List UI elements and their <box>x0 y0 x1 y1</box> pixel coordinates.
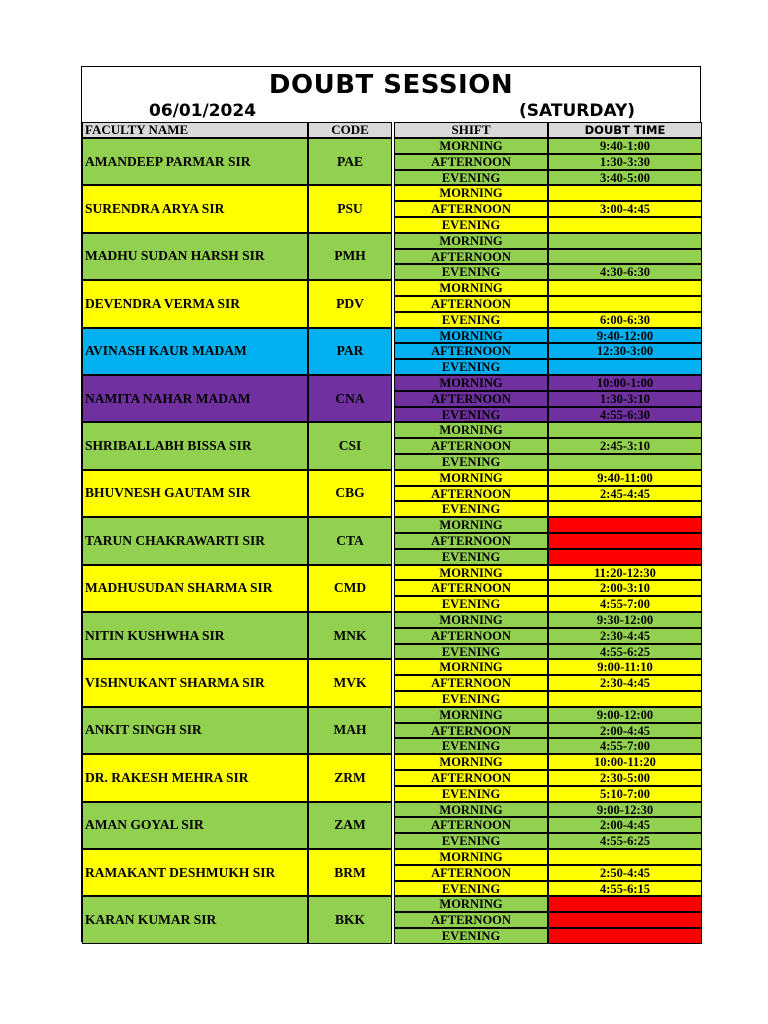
doubt-time-cell: 5:10-7:00 <box>548 786 702 802</box>
doubt-time-column <box>548 849 702 896</box>
shift-cell: AFTERNOON <box>394 296 548 312</box>
faculty-name: RAMAKANT DESHMUKH SIR <box>82 849 308 896</box>
faculty-name: ANKIT SINGH SIR <box>82 707 308 754</box>
faculty-code: CTA <box>308 517 392 564</box>
doubt-time-cell: 10:00-11:20 <box>548 754 702 770</box>
shift-column <box>394 802 548 849</box>
shift-cell: EVENING <box>394 928 548 944</box>
shift-cell: MORNING <box>394 138 548 154</box>
doubt-time-cell <box>548 501 702 517</box>
faculty-name: DR. RAKESH MEHRA SIR <box>82 754 308 801</box>
doubt-time-cell: 9:00-11:10 <box>548 659 702 675</box>
doubt-time-cell: 2:30-5:00 <box>548 770 702 786</box>
shift-cell: EVENING <box>394 217 548 233</box>
table-row <box>82 422 702 469</box>
shift-cell: AFTERNOON <box>394 675 548 691</box>
shift-cell: MORNING <box>394 565 548 581</box>
shift-column <box>394 470 548 517</box>
doubt-time-column <box>548 422 702 469</box>
doubt-time-cell: 9:00-12:00 <box>548 707 702 723</box>
shift-cell: MORNING <box>394 517 548 533</box>
doubt-time-column <box>548 802 702 849</box>
doubt-time-cell: 6:00-6:30 <box>548 312 702 328</box>
doubt-time-cell: 9:00-12:30 <box>548 802 702 818</box>
doubt-time-cell <box>548 533 702 549</box>
shift-cell: EVENING <box>394 738 548 754</box>
shift-cell: AFTERNOON <box>394 201 548 217</box>
doubt-time-column <box>548 470 702 517</box>
faculty-code: BKK <box>308 896 392 943</box>
doubt-time-cell: 9:40-11:00 <box>548 470 702 486</box>
faculty-code: CSI <box>308 422 392 469</box>
shift-cell: AFTERNOON <box>394 391 548 407</box>
doubt-time-cell <box>548 422 702 438</box>
faculty-code: MVK <box>308 659 392 706</box>
shift-cell: EVENING <box>394 691 548 707</box>
faculty-code: BRM <box>308 849 392 896</box>
shift-cell: MORNING <box>394 328 548 344</box>
shift-cell: AFTERNOON <box>394 249 548 265</box>
faculty-name: KARAN KUMAR SIR <box>82 896 308 943</box>
header-doubt-time: DOUBT TIME <box>548 122 702 138</box>
doubt-time-column <box>548 375 702 422</box>
faculty-name: MADHUSUDAN SHARMA SIR <box>82 565 308 612</box>
table-row <box>82 233 702 280</box>
doubt-time-column <box>548 233 702 280</box>
shift-column <box>394 707 548 754</box>
shift-column <box>394 328 548 375</box>
shift-cell: MORNING <box>394 185 548 201</box>
doubt-time-cell: 2:45-3:10 <box>548 438 702 454</box>
faculty-code: PAR <box>308 328 392 375</box>
doubt-time-cell: 4:30-6:30 <box>548 264 702 280</box>
shift-column <box>394 138 548 185</box>
doubt-time-column <box>548 896 702 943</box>
faculty-name: DEVENDRA VERMA SIR <box>82 280 308 327</box>
faculty-name: MADHU SUDAN HARSH SIR <box>82 233 308 280</box>
table-row <box>82 612 702 659</box>
shift-cell: EVENING <box>394 786 548 802</box>
shift-cell: EVENING <box>394 549 548 565</box>
faculty-code: ZRM <box>308 754 392 801</box>
table-row <box>82 849 702 896</box>
table-row <box>82 517 702 564</box>
shift-column <box>394 422 548 469</box>
header-code: CODE <box>308 122 392 138</box>
shift-cell: AFTERNOON <box>394 486 548 502</box>
doubt-time-cell <box>548 549 702 565</box>
doubt-time-cell: 4:55-6:25 <box>548 833 702 849</box>
faculty-code: CBG <box>308 470 392 517</box>
faculty-name: NAMITA NAHAR MADAM <box>82 375 308 422</box>
faculty-name: NITIN KUSHWHA SIR <box>82 612 308 659</box>
shift-cell: EVENING <box>394 170 548 186</box>
doubt-time-cell: 10:00-1:00 <box>548 375 702 391</box>
doubt-time-cell: 4:55-7:00 <box>548 738 702 754</box>
shift-cell: AFTERNOON <box>394 438 548 454</box>
doubt-time-column <box>548 565 702 612</box>
doubt-time-cell: 3:40-5:00 <box>548 170 702 186</box>
shift-cell: MORNING <box>394 849 548 865</box>
shift-cell: EVENING <box>394 264 548 280</box>
header-shift: SHIFT <box>394 122 548 138</box>
shift-column <box>394 185 548 232</box>
doubt-time-column <box>548 659 702 706</box>
shift-cell: MORNING <box>394 802 548 818</box>
doubt-time-cell: 2:00-4:45 <box>548 817 702 833</box>
shift-cell: MORNING <box>394 612 548 628</box>
shift-cell: MORNING <box>394 707 548 723</box>
shift-cell: AFTERNOON <box>394 723 548 739</box>
doubt-time-cell <box>548 912 702 928</box>
faculty-code: PSU <box>308 185 392 232</box>
shift-cell: AFTERNOON <box>394 580 548 596</box>
shift-column <box>394 659 548 706</box>
doubt-time-cell: 4:55-6:25 <box>548 644 702 660</box>
faculty-name: AVINASH KAUR MADAM <box>82 328 308 375</box>
doubt-time-cell <box>548 454 702 470</box>
table-row <box>82 659 702 706</box>
doubt-time-cell <box>548 928 702 944</box>
doubt-time-cell <box>548 296 702 312</box>
session-date: 06/01/2024 <box>149 101 257 121</box>
shift-column <box>394 849 548 896</box>
shift-cell: EVENING <box>394 833 548 849</box>
shift-cell: MORNING <box>394 375 548 391</box>
shift-column <box>394 375 548 422</box>
shift-column <box>394 280 548 327</box>
doubt-time-cell <box>548 517 702 533</box>
table-row <box>82 138 702 185</box>
doubt-time-column <box>548 280 702 327</box>
shift-cell: MORNING <box>394 896 548 912</box>
doubt-time-column <box>548 754 702 801</box>
doubt-time-cell <box>548 359 702 375</box>
table-row <box>82 896 702 943</box>
shift-cell: EVENING <box>394 407 548 423</box>
table-row <box>82 565 702 612</box>
doubt-time-cell <box>548 849 702 865</box>
shift-cell: MORNING <box>394 754 548 770</box>
shift-column <box>394 233 548 280</box>
doubt-session-sheet <box>81 66 701 942</box>
shift-cell: EVENING <box>394 454 548 470</box>
faculty-name: VISHNUKANT SHARMA SIR <box>82 659 308 706</box>
doubt-time-cell <box>548 217 702 233</box>
doubt-time-cell: 4:55-7:00 <box>548 596 702 612</box>
doubt-time-cell: 2:00-3:10 <box>548 580 702 596</box>
faculty-name: SHRIBALLABH BISSA SIR <box>82 422 308 469</box>
shift-cell: AFTERNOON <box>394 770 548 786</box>
faculty-code: ZAM <box>308 802 392 849</box>
doubt-time-cell <box>548 185 702 201</box>
faculty-code: PMH <box>308 233 392 280</box>
table-row <box>82 375 702 422</box>
doubt-time-cell: 4:55-6:15 <box>548 881 702 897</box>
shift-cell: EVENING <box>394 312 548 328</box>
shift-cell: MORNING <box>394 470 548 486</box>
table-row <box>82 802 702 849</box>
shift-cell: MORNING <box>394 233 548 249</box>
doubt-time-column <box>548 328 702 375</box>
faculty-code: PAE <box>308 138 392 185</box>
table-row <box>82 328 702 375</box>
doubt-time-column <box>548 612 702 659</box>
faculty-name: AMAN GOYAL SIR <box>82 802 308 849</box>
page-title: DOUBT SESSION <box>268 70 514 100</box>
doubt-time-cell: 12:30-3:00 <box>548 343 702 359</box>
doubt-time-cell: 2:45-4:45 <box>548 486 702 502</box>
doubt-time-column <box>548 517 702 564</box>
shift-cell: EVENING <box>394 881 548 897</box>
shift-cell: AFTERNOON <box>394 912 548 928</box>
doubt-time-column <box>548 185 702 232</box>
shift-cell: AFTERNOON <box>394 533 548 549</box>
faculty-code: PDV <box>308 280 392 327</box>
table-row <box>82 470 702 517</box>
shift-cell: AFTERNOON <box>394 865 548 881</box>
doubt-time-cell: 2:30-4:45 <box>548 628 702 644</box>
session-day: (SATURDAY) <box>519 101 636 121</box>
shift-cell: EVENING <box>394 596 548 612</box>
shift-column <box>394 565 548 612</box>
doubt-time-cell: 3:00-4:45 <box>548 201 702 217</box>
shift-cell: EVENING <box>394 501 548 517</box>
doubt-time-cell: 9:30-12:00 <box>548 612 702 628</box>
table-row <box>82 280 702 327</box>
doubt-time-cell: 11:20-12:30 <box>548 565 702 581</box>
shift-cell: MORNING <box>394 659 548 675</box>
doubt-time-cell: 9:40-12:00 <box>548 328 702 344</box>
doubt-time-column <box>548 707 702 754</box>
faculty-code: MAH <box>308 707 392 754</box>
shift-column <box>394 517 548 564</box>
table-row <box>82 707 702 754</box>
faculty-name: TARUN CHAKRAWARTI SIR <box>82 517 308 564</box>
table-row <box>82 185 702 232</box>
doubt-time-cell: 9:40-1:00 <box>548 138 702 154</box>
shift-cell: AFTERNOON <box>394 343 548 359</box>
shift-cell: MORNING <box>394 280 548 296</box>
doubt-time-cell <box>548 280 702 296</box>
doubt-time-cell: 1:30-3:10 <box>548 391 702 407</box>
shift-column <box>394 896 548 943</box>
shift-cell: MORNING <box>394 422 548 438</box>
faculty-code: CNA <box>308 375 392 422</box>
header-faculty-name: FACULTY NAME <box>82 122 308 138</box>
doubt-time-cell: 2:30-4:45 <box>548 675 702 691</box>
doubt-time-cell: 2:50-4:45 <box>548 865 702 881</box>
doubt-time-column <box>548 138 702 185</box>
faculty-code: CMD <box>308 565 392 612</box>
faculty-name: AMANDEEP PARMAR SIR <box>82 138 308 185</box>
shift-cell: AFTERNOON <box>394 154 548 170</box>
faculty-code: MNK <box>308 612 392 659</box>
table-row <box>82 754 702 801</box>
doubt-time-cell <box>548 249 702 265</box>
doubt-time-cell: 4:55-6:30 <box>548 407 702 423</box>
doubt-time-cell: 1:30-3:30 <box>548 154 702 170</box>
shift-cell: AFTERNOON <box>394 817 548 833</box>
shift-cell: AFTERNOON <box>394 628 548 644</box>
doubt-time-cell: 2:00-4:45 <box>548 723 702 739</box>
doubt-time-cell <box>548 896 702 912</box>
doubt-time-cell <box>548 233 702 249</box>
shift-cell: EVENING <box>394 644 548 660</box>
shift-cell: EVENING <box>394 359 548 375</box>
faculty-name: SURENDRA ARYA SIR <box>82 185 308 232</box>
doubt-time-cell <box>548 691 702 707</box>
shift-column <box>394 754 548 801</box>
faculty-name: BHUVNESH GAUTAM SIR <box>82 470 308 517</box>
shift-column <box>394 612 548 659</box>
